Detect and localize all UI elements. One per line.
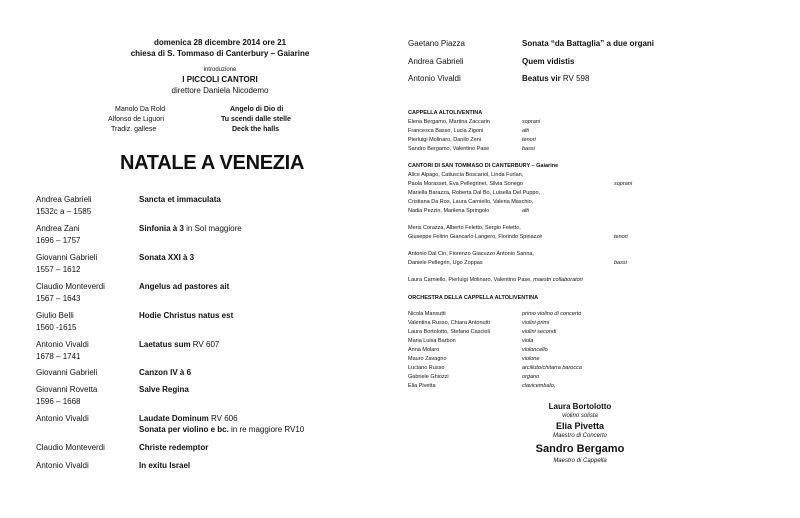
- program-piece: [139, 340, 219, 349]
- program-composer: Andrea Zani: [36, 224, 80, 233]
- member-names: Cristiana Da Ros, Laura Carniello, Valeria Maschio,: [408, 199, 534, 205]
- member-names: Nadia Pezzin, Marilena Springolo: [408, 208, 490, 214]
- member-role: violini primi: [522, 320, 550, 326]
- member-names: Francesca Basso, Lucia Zigoni: [408, 128, 484, 134]
- member-role: violini secondi: [522, 329, 557, 335]
- soloist-name: Laura Bortolotto: [548, 402, 612, 411]
- program-piece: [139, 282, 229, 291]
- program-piece: [139, 414, 238, 423]
- program-piece: [139, 425, 304, 434]
- program-title: Beatus vir: [522, 74, 561, 83]
- program-dates: 1567 – 1643: [36, 294, 81, 303]
- member-role: organo: [522, 374, 540, 380]
- program-composer: Giovanni Rovetta: [36, 385, 98, 394]
- program-title: Canzon IV à 6: [139, 368, 192, 377]
- program-dates: 1560 -1615: [36, 323, 77, 332]
- member-names: Elia Pivetta: [408, 383, 436, 389]
- section-heading: CANTORI DI SAN TOMMASO DI CANTERBURY – Gaiarine: [408, 163, 559, 169]
- concert-venue: chiesa di S. Tommaso di Canterbury – Gaiarine: [130, 49, 310, 58]
- collaborators: [408, 277, 583, 283]
- section-heading: ORCHESTRA DELLA CAPPELLA ALTOLIVENTINA: [408, 295, 539, 301]
- member-names: Luciano Russo: [408, 365, 445, 371]
- program-composer: Antonio Vivaldi: [408, 74, 461, 83]
- intro-composer: Alfonso de Liguori: [108, 116, 165, 123]
- member-names: Mauro Zavagno: [408, 356, 447, 362]
- program-title: Salve Regina: [139, 385, 189, 394]
- member-names: Mariella Barazza, Roberta Dal Bo, Luisella Del Puppo,: [408, 190, 541, 196]
- program-title: In exitu Israel: [139, 461, 191, 470]
- program-title: Quem vidistis: [522, 57, 575, 66]
- program-extra: in re maggiore RV10: [228, 425, 305, 434]
- member-role: bassi: [614, 260, 627, 266]
- member-names: Antonio Dal Cin, Fiorenzo Giacuzzo Antonio Sanna,: [408, 251, 534, 257]
- program-title: Sonata per violino e bc.: [139, 425, 229, 434]
- intro-title: Angelo di Dio di: [230, 106, 284, 113]
- program-piece: [522, 57, 574, 66]
- program-extra: RV 607: [190, 340, 220, 349]
- program-piece: [139, 443, 208, 452]
- soloist-role: violino solista: [562, 413, 598, 419]
- member-role: viola: [522, 338, 534, 344]
- program-dates: 1557 – 1612: [36, 265, 81, 274]
- program-composer: Giovanni Gabrieli: [36, 368, 98, 377]
- member-role: tenori: [522, 137, 536, 143]
- member-names: Gabriele Ghiozzi: [408, 374, 449, 380]
- member-names: Sandro Bergamo, Valentino Pase: [408, 146, 490, 152]
- concert-date: domenica 28 dicembre 2014 ore 21: [153, 38, 287, 47]
- member-role: primo violino di concerto: [522, 311, 582, 317]
- program-dates: 1678 – 1741: [36, 352, 81, 361]
- program-piece: [139, 368, 191, 377]
- member-names: Maria Luisa Barbon: [408, 338, 456, 344]
- program-piece: [522, 39, 654, 48]
- program-piece: [139, 195, 221, 204]
- collab-names: Laura Carniello, Pierluigi Molinaro, Valentino Pase,: [408, 277, 532, 283]
- soloist-name: Sandro Bergamo: [535, 443, 625, 455]
- choir-director: direttore Daniela Nicodemo: [171, 86, 269, 95]
- member-names: Alice Alpago, Catiuscia Boscariol, Linda Furlan,: [408, 172, 524, 178]
- program-piece: [139, 385, 189, 394]
- program-piece: [139, 461, 190, 470]
- member-names: Elena Bergamo, Martina Zaccarin: [408, 119, 490, 125]
- member-role: alti: [522, 128, 530, 134]
- intro-label: introduzione: [203, 67, 237, 73]
- program-piece: [139, 224, 242, 233]
- program-title: Angelus ad pastores ait: [139, 282, 230, 291]
- member-names: Paola Morasset, Eva Pellegrinet, Silvia Sonego: [408, 181, 523, 187]
- member-names: Laura Bortolotto, Stefano Cascioli: [408, 329, 490, 335]
- program-dates: 1596 – 1668: [36, 397, 81, 406]
- program-composer: Antonio Vivaldi: [36, 414, 89, 423]
- program-composer: Claudio Monteverdi: [36, 443, 105, 452]
- member-names: Nicola Mansutti: [408, 311, 446, 317]
- program-title: Sonata XXI à 3: [139, 253, 195, 262]
- program-title: Laudate Dominum: [139, 414, 209, 423]
- program-composer: Andrea Gabrieli: [408, 57, 464, 66]
- program-composer: Andrea Gabrieli: [36, 195, 92, 204]
- program-composer: Antonio Vivaldi: [36, 461, 89, 470]
- program-dates: 1696 – 1757: [36, 236, 81, 245]
- member-role: violoncello: [522, 347, 548, 353]
- member-names: Meris Corazza, Alberto Feletto, Sergio Feletto,: [408, 225, 521, 231]
- member-role: clavicembalo,: [522, 383, 556, 389]
- member-names: Anna Molaro: [408, 347, 440, 353]
- program-title: Sinfonia à 3: [139, 224, 184, 233]
- concert-title: NATALE A VENEZIA: [120, 152, 305, 174]
- member-role: soprani: [614, 181, 633, 187]
- program-extra: in Sol maggiore: [183, 224, 242, 233]
- member-role: bassi: [522, 146, 535, 152]
- program-composer: Antonio Vivaldi: [36, 340, 89, 349]
- program-piece: [139, 311, 233, 320]
- program-composer: Claudio Monteverdi: [36, 282, 105, 291]
- intro-composer: Tradiz. gallese: [111, 126, 157, 133]
- member-role: arciliuto/chitarra barocca: [522, 365, 582, 371]
- program-composer: Giovanni Gabrieli: [36, 253, 98, 262]
- member-names: Daniele Pellegrin, Ugo Zoppas: [408, 260, 483, 266]
- member-names: Giuseppe Feltrin Giancarlo Langero, Florindo Spinazzè: [408, 234, 543, 240]
- soloist-name: Elia Pivetta: [555, 421, 605, 431]
- program-title: Hodie Christus natus est: [139, 311, 234, 320]
- choir-name: I PICCOLI CANTORI: [182, 75, 258, 84]
- member-names: Valentina Russo, Chiara Antonutti: [408, 320, 490, 326]
- intro-title: Tu scendi dalle stelle: [221, 116, 291, 123]
- intro-composer: Manolo Da Rold: [115, 106, 166, 113]
- soloist-role: Maestro di Cappella: [553, 458, 607, 464]
- member-role: alti: [522, 208, 530, 214]
- member-role: violone: [522, 356, 540, 362]
- program-title: Sonata “da Battaglia” a due organi: [522, 39, 655, 48]
- program-composer: Gaetano Piazza: [408, 39, 465, 48]
- soloist-role: Maestro di Concerto: [552, 433, 608, 439]
- program-dates: 1532c a – 1585: [36, 207, 92, 216]
- intro-title: Deck the halls: [232, 126, 280, 133]
- program-title: Laetatus sum: [139, 340, 191, 349]
- collab-role: maestri collaboratori: [531, 277, 583, 283]
- program-extra: RV 598: [560, 74, 590, 83]
- program-piece: [139, 253, 194, 262]
- program-title: Christe redemptor: [139, 443, 209, 452]
- section-heading: CAPPELLA ALTOLIVENTINA: [408, 110, 483, 116]
- member-role: soprani: [522, 119, 541, 125]
- program-piece: [522, 74, 589, 83]
- program-composer: Giulio Belli: [36, 311, 74, 320]
- program-extra: RV 606: [208, 414, 238, 423]
- program-title: Sancta et immaculata: [139, 195, 221, 204]
- member-names: Pierluigi Molinaro, Danilo Zeni: [408, 137, 482, 143]
- member-role: tenori: [614, 234, 628, 240]
